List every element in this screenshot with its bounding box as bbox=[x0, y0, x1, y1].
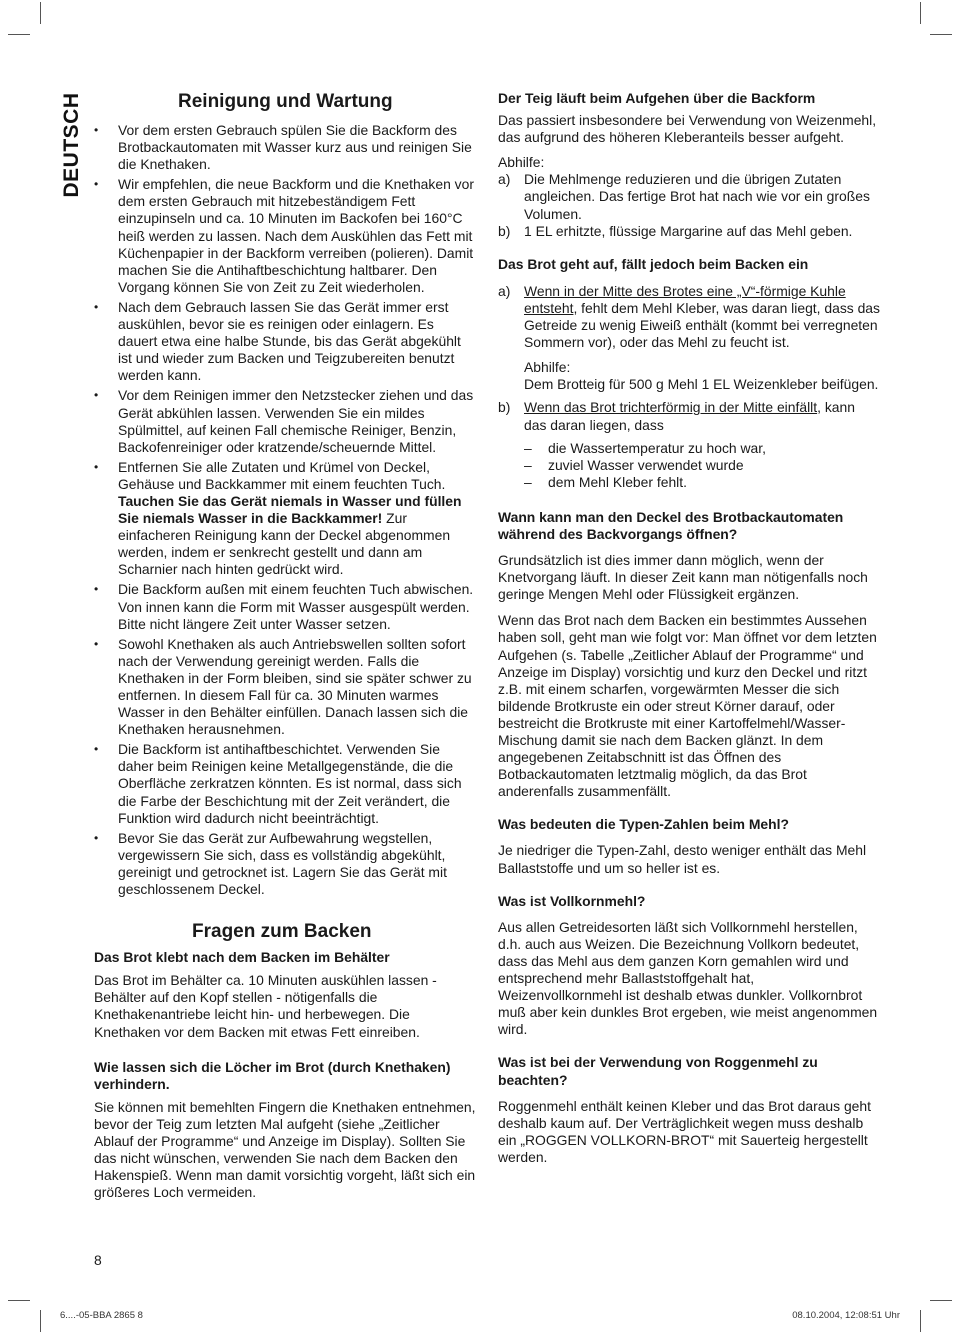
crop-mark bbox=[40, 1310, 41, 1332]
language-tab bbox=[52, 90, 92, 200]
question-heading: Wann kann man den Deckel des Brotbackautomaten während des Backvorgangs öffnen? bbox=[498, 508, 844, 542]
crop-mark bbox=[920, 1310, 921, 1332]
answer-text: Das Brot im Behälter ca. 10 Minuten auskühlen lassen - Behälter auf den Kopf stellen - nötigenfalls die Knethakenantriebe leicht hin- und herbewegen. Die Knethaken vor dem Backen mit etwas Fett einreiben. bbox=[94, 972, 437, 1040]
footer-timestamp: 08.10.2004, 12:08:51 Uhr bbox=[792, 1310, 900, 1321]
remedy-label: Abhilfe: bbox=[498, 154, 545, 171]
right-column bbox=[498, 90, 880, 1166]
footer-print-info: 6....-05-BBA 2865 8 bbox=[60, 1310, 143, 1321]
crop-mark bbox=[8, 1300, 30, 1301]
dash-item bbox=[524, 440, 880, 457]
section-title-baking-questions: Fragen zum Backen bbox=[192, 921, 372, 943]
question-heading: Was ist Vollkornmehl? bbox=[498, 892, 646, 909]
cause-item bbox=[498, 283, 880, 351]
list-item-text: Entfernen Sie alle Zutaten und Krümel von Deckel, Gehäuse und Backkammer mit einem feuchten Tuch. bbox=[118, 458, 446, 492]
item-marker: b) bbox=[498, 399, 511, 416]
cleaning-list bbox=[94, 122, 476, 898]
cause-emphasis: Wenn in der Mitte des Brotes eine „V“-förmige Kuhle entsteht bbox=[524, 282, 846, 316]
remedy-text: Dem Brotteig für 500 g Mehl 1 EL Weizenkleber beifügen. bbox=[524, 376, 879, 393]
remedy-item bbox=[498, 171, 880, 222]
question-heading: Der Teig läuft beim Aufgehen über die Backform bbox=[498, 90, 816, 106]
warning-text: Tauchen Sie das Gerät niemals in Wasser und füllen Sie niemals Wasser in die Backkammer! bbox=[118, 492, 462, 527]
question-heading: Wie lassen sich die Löcher im Brot (durch Knethaken) verhindern. bbox=[94, 1058, 451, 1092]
list-item bbox=[94, 459, 476, 579]
remedy-text: 1 EL erhitzte, flüssige Margarine auf das Mehl geben. bbox=[524, 222, 853, 239]
item-marker: a) bbox=[498, 282, 511, 299]
dash-item bbox=[524, 457, 880, 474]
remedy-label: Abhilfe: bbox=[524, 359, 571, 376]
crop-mark bbox=[40, 2, 41, 24]
cause-rest: , kann das daran liegen, dass bbox=[524, 399, 855, 433]
dash-list bbox=[498, 440, 880, 491]
cause-item bbox=[498, 399, 880, 433]
item-marker: b) bbox=[498, 222, 511, 239]
answer-text: Das passiert insbesondere bei Verwendung von Weizenmehl, das aufgrund des höheren Kleberanteils besser aufgeht. bbox=[498, 112, 877, 146]
cause-text bbox=[524, 399, 880, 433]
dash-marker: – bbox=[524, 439, 532, 456]
question-heading: Das Brot klebt nach dem Backen im Behälter bbox=[94, 949, 390, 966]
list-item: • Nach dem Gebrauch lassen Sie das Gerät immer erst auskühlen, bevor sie es reinigen oder einlagern. Es dauert etwa eine halbe Stunde, bis das Gerät abgekühlt ist und wieder zum Backen und Teigzubereiten benutzt werden kann. bbox=[94, 299, 476, 384]
crop-mark bbox=[920, 2, 921, 24]
question-heading: Was ist bei der Verwendung von Roggenmehl zu beachten? bbox=[498, 1054, 818, 1088]
dash-item bbox=[524, 474, 880, 491]
dash-marker: – bbox=[524, 473, 532, 490]
answer-text: Wenn das Brot nach dem Backen ein bestimmtes Aussehen haben soll, geht man wie folgt vor: Man öffnet vor dem letzten Aufgehen (s. Tabelle „Zeitlicher Ablauf der Programme“ und Anzeige im Display) vorsichtig und kurz den Deckel und ritzt z.B. mit einem scharfen, vorgewärmten Messer die sich bildende Brotkruste ein oder streut Körner darauf, oder bestreicht die Brotkruste mit einer Kartoffelmehl/Wasser-Mischung damit sie nach dem Backen glänzt. In dem angegebenen Zeitabschnitt ist das Öffnen des Botbackautomaten letztmalig möglich, da das Brot anderenfalls zusammenfällt. bbox=[498, 612, 877, 800]
list-item: • Vor dem Reinigen immer den Netzstecker ziehen und das Gerät abkühlen lassen. Verwenden Sie ein mildes Spülmittel, auf keinen Fall chemische Reiniger, Benzin, Backofenreiniger oder kratzende/scheuernde Mittel. bbox=[94, 387, 476, 455]
section-title-cleaning: Reinigung und Wartung bbox=[178, 91, 393, 112]
answer-text: Sie können mit bemehlten Fingern die Knethaken entnehmen, bevor der Teig zum letzten Mal aufgeht (siehe „Zeitlicher Ablauf der Programme“ und Anzeige im Display). Sollten Sie das nicht wünschen, verwenden Sie nach dem Backen den Hakenspieß. Wenn man damit vorsichtig vorgeht, läßt sich ein größeres Loch vermeiden. bbox=[94, 1098, 476, 1201]
list-item: • Die Backform außen mit einem feuchten Tuch abwischen. Von innen kann die Form mit Wasser ausgespült werden. Bitte nicht längere Zeit unter Wasser setzen. bbox=[94, 581, 476, 632]
list-item: • Bevor Sie das Gerät zur Aufbewahrung wegstellen, vergewissern Sie sich, dass es vollständig abgekühlt, gereinigt und getrocknet ist. Lagern Sie das Gerät mit geschlossenem Deckel. bbox=[94, 830, 476, 898]
dash-text: dem Mehl Kleber fehlt. bbox=[548, 473, 687, 490]
remedy-text: Die Mehlmenge reduzieren und die übrigen Zutaten angleichen. Das fertige Brot hat nach wie vor ein großes Volumen. bbox=[524, 171, 870, 222]
list-item: • Die Backform ist antihaftbeschichtet. Verwenden Sie daher beim Reinigen keine Metallgegenstände, die die Oberfläche zerkratzen könnten. Es ist normal, dass sich die Farbe der Beschichtung mit der Zeit verändert, die Funktion wird dadurch nicht beeinträchtigt. bbox=[94, 741, 476, 826]
dash-text: die Wassertemperatur zu hoch war, bbox=[548, 439, 766, 456]
answer-text: Roggenmehl enthält keinen Kleber und das Brot daraus geht deshalb kaum auf. Der Verträglichkeit wegen muss deshalb ein „ROGGEN VOLLKORN-BROT“ mit Sauerteig hergestellt werden. bbox=[498, 1097, 871, 1165]
question-heading: Das Brot geht auf, fällt jedoch beim Backen ein bbox=[498, 255, 809, 272]
answer-text: Aus allen Getreidesorten läßt sich Vollkornmehl herstellen, d.h. auch aus Weizen. Die Bezeichnung Vollkorn bedeutet, dass das Mehl aus dem ganzen Korn gemahlen wird und entsprechend mehr Ballaststoffgehalt hat, Weizenvollkornmehl ist deshalb etwas dunkler. Vollkornbrot muß aber kein dunkles Brot ergeben, wie meist angenommen wird. bbox=[498, 918, 878, 1038]
item-marker: a) bbox=[498, 171, 511, 188]
list-item: • Vor dem ersten Gebrauch spülen Sie die Backform des Brotbackautomaten mit Wasser kurz aus und reinigen Sie die Knethaken. bbox=[94, 122, 476, 173]
crop-mark bbox=[930, 34, 952, 35]
question-heading: Was bedeuten die Typen-Zahlen beim Mehl? bbox=[498, 816, 789, 833]
cause-text bbox=[524, 283, 880, 351]
page-number: 8 bbox=[94, 1252, 102, 1268]
answer-text: Grundsätzlich ist dies immer dann möglich, wenn der Knetvorgang läuft. In dieser Zeit kann man nötigenfalls noch geringe Mengen Mehl oder Flüssigkeit ergänzen. bbox=[498, 552, 868, 603]
answer-text: Je niedriger die Typen-Zahl, desto weniger enthält das Mehl Ballaststoffe und um so heller ist es. bbox=[498, 842, 867, 876]
crop-mark bbox=[8, 34, 30, 35]
list-item: • Sowohl Knethaken als auch Antriebswellen sollten sofort nach der Verwendung gereinigt werden. Falls die Knethaken in der Form bleiben, sind sie später schwer zu entfernen. In diesem Fall für ca. 30 Minuten warmes Wasser in den Behälter einfüllen. Danach lassen sich die Knethaken herausnehmen. bbox=[94, 636, 476, 739]
crop-mark bbox=[930, 1300, 952, 1301]
dash-text: zuviel Wasser verwendet wurde bbox=[548, 456, 744, 473]
cause-emphasis: Wenn das Brot trichterförmig in der Mitte einfällt bbox=[524, 399, 818, 416]
remedy-item bbox=[498, 223, 880, 240]
language-label: DEUTSCH bbox=[60, 92, 83, 198]
dash-marker: – bbox=[524, 456, 532, 473]
list-item: • Wir empfehlen, die neue Backform und die Knethaken vor dem ersten Gebrauch mit hitzebeständigem Fett einzupinseln und ca. 10 Minuten im Backofen bei 160°C heiß werden zu lassen. Nach dem Auskühlen das Fett mit Küchenpapier in der Backform verreiben (polieren). Damit machen Sie die Antihaftbeschichtung haltbarer. Den Vorgang können Sie von Zeit zu Zeit wiederholen. bbox=[94, 176, 476, 296]
list-item-text: Zur einfacheren Reinigung kann der Deckel abgenommen werden, indem er senkrecht gestellt und dann am Scharnier nach hinten gedrückt wird. bbox=[118, 510, 451, 578]
cause-rest: , fehlt dem Mehl Kleber, was daran liegt, dass das Getreide zu wenig Eiweiß enthält (kommt bei verregneten Sommern vor), oder das Mehl zu feucht ist. bbox=[524, 299, 880, 351]
left-column bbox=[94, 90, 476, 1201]
